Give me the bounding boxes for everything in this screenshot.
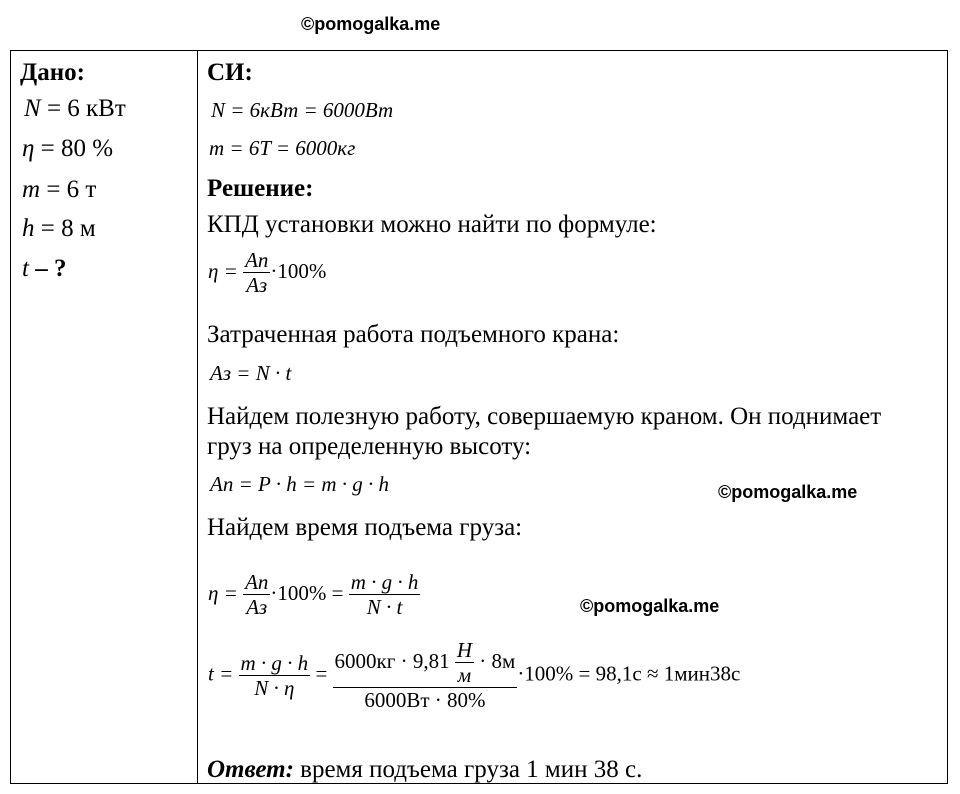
watermark-top: ©pomogalka.me [301, 14, 441, 34]
formula-efficiency-fraction [243, 250, 270, 296]
formula-efficiency-denominator: Aз [246, 273, 268, 297]
given-unknown-symbol: t [22, 255, 29, 282]
formula-time-result: ·100% = 98,1с ≈ 1мин38с [517, 661, 741, 686]
formula-efficiency-lhs: η = [208, 258, 238, 283]
formula-efficiency [208, 250, 326, 296]
formula-expanded-lhs: η = [208, 580, 238, 605]
formula-time-numerator-2-part-a: 6000кг · 9,81 [334, 648, 450, 673]
formula-time-unit-numerator: Н [456, 638, 473, 662]
given-unknown-value: – ? [28, 255, 67, 282]
formula-expanded-numerator-2: m · g · h [350, 570, 419, 594]
formula-time-equals: = [315, 661, 328, 686]
si-title: СИ: [207, 59, 253, 86]
answer-text: время подъема груза 1 мин 38 с. [293, 756, 643, 783]
given-height-value: = 8 м [34, 215, 96, 242]
given-mass-symbol: m [22, 176, 41, 203]
formula-expanded-denominator-1: Aз [246, 595, 268, 619]
formula-time-calculation [208, 640, 740, 711]
formula-time-unit-fraction [455, 640, 474, 686]
given-power-value: = 6 кВт [40, 95, 126, 122]
solution-text-useful-work-line2: груз на определенную высоту: [207, 433, 532, 460]
solution-title: Решение: [207, 175, 314, 202]
solution-text-useful-work-line1: Найдем полезную работу, совершаемую краном. Он поднимает [207, 403, 882, 430]
given-efficiency [22, 136, 113, 161]
formula-expanded-fraction-1 [243, 572, 270, 618]
given-mass-value: = 6 т [40, 176, 97, 203]
formula-useful-work: Aп = P · h = m · g · h [210, 472, 390, 496]
formula-time-fraction-2 [333, 640, 518, 711]
formula-time-numerator-2-part-b: · 8м [479, 648, 516, 673]
given-height-symbol: h [22, 215, 35, 242]
formula-time-numerator-2 [333, 640, 518, 688]
given-unknown [22, 256, 66, 281]
formula-expanded-fraction-2 [349, 572, 421, 618]
formula-expanded-mid: ·100% = [270, 580, 344, 605]
formula-time-lhs: t = [208, 661, 234, 686]
given-mass [22, 177, 96, 202]
given-title: Дано: [20, 59, 85, 86]
given-efficiency-value: = 80 % [34, 135, 114, 162]
solution-text-lift-time: Найдем время подъема груза: [207, 514, 523, 541]
column-divider [197, 50, 198, 784]
si-power: N = 6кВт = 6000Вт [211, 98, 394, 122]
formula-efficiency-expanded [208, 572, 420, 618]
given-power [24, 96, 126, 121]
si-mass: m = 6T = 6000кг [209, 136, 356, 160]
answer-label: Ответ: [207, 756, 294, 783]
watermark-middle: ©pomogalka.me [718, 482, 858, 502]
solution-text-efficiency: КПД установки можно найти по формуле: [207, 211, 657, 238]
given-efficiency-symbol: η [22, 135, 35, 162]
formula-time-denominator-2: 6000Вт · 80% [364, 688, 486, 712]
formula-efficiency-numerator: Aп [245, 248, 269, 272]
formula-time-unit-denominator: м [457, 663, 472, 687]
formula-expanded-denominator-2: N · t [366, 595, 403, 619]
formula-efficiency-tail: ·100% [270, 258, 327, 283]
formula-expanded-numerator-1: Aп [245, 570, 269, 594]
solution-text-spent-work: Затраченная работа подъемного крана: [207, 321, 620, 348]
watermark-lower: ©pomogalka.me [580, 596, 720, 616]
answer-line [207, 757, 642, 782]
formula-time-denominator-1: N · η [254, 675, 295, 700]
formula-spent-work: Aз = N · t [210, 361, 292, 385]
formula-time-numerator-1: m · g · h [240, 650, 309, 675]
given-height [22, 216, 96, 241]
formula-time-fraction-1 [239, 650, 311, 700]
given-power-symbol: N [24, 95, 41, 122]
